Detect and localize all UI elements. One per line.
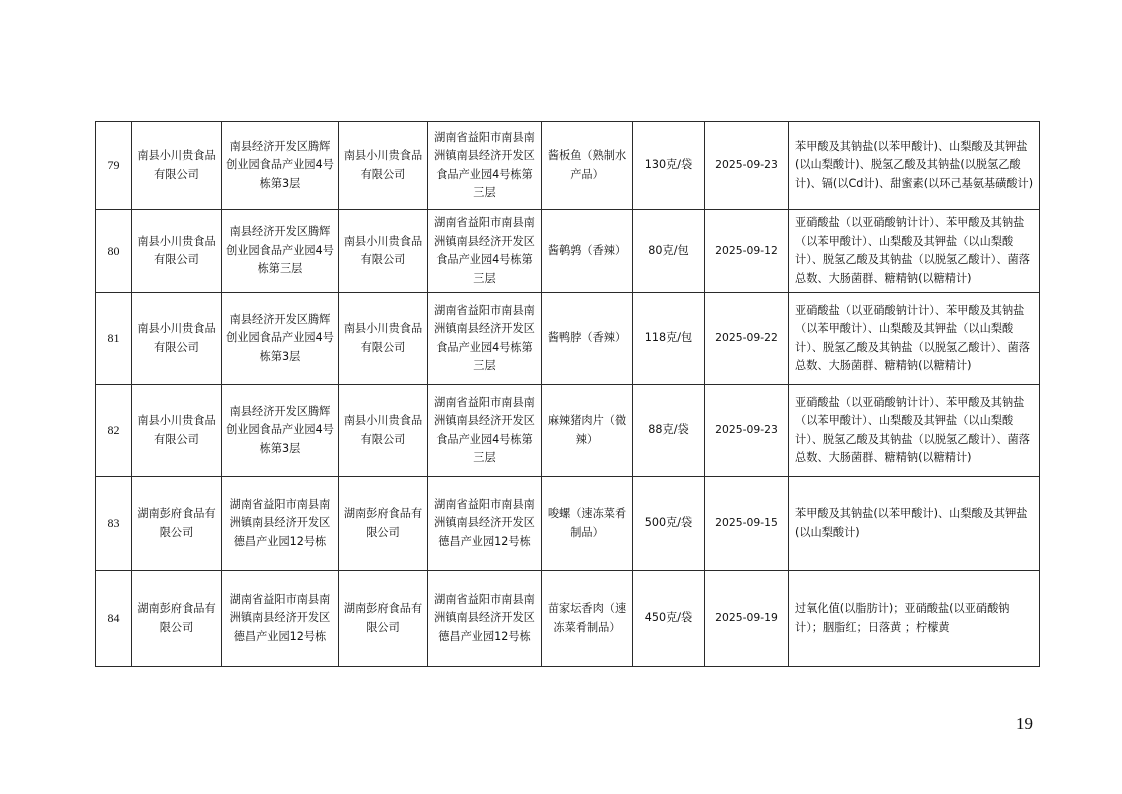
producer-name: 南县小川贵食品有限公司 xyxy=(132,385,222,477)
production-date: 2025-09-15 xyxy=(705,477,789,571)
product-name: 酱鹌鹑（香辣） xyxy=(542,210,633,293)
sampled-unit: 南县小川贵食品有限公司 xyxy=(339,122,428,210)
producer-address: 南县经济开发区腾辉创业园食品产业园4号栋第三层 xyxy=(222,210,339,293)
table-row xyxy=(96,210,1040,293)
row-number: 80 xyxy=(96,210,132,293)
table-row xyxy=(96,293,1040,385)
product-spec: 88克/袋 xyxy=(633,385,705,477)
product-name: 麻辣猪肉片（微辣） xyxy=(542,385,633,477)
inspection-items: 亚硝酸盐（以亚硝酸钠计计）、苯甲酸及其钠盐（以苯甲酸计）、山梨酸及其钾盐（以山梨酸计）、脱氢乙酸及其钠盐（以脱氢乙酸计）、菌落总数、大肠菌群、糖精钠(以糖精计) xyxy=(789,385,1040,477)
producer-address: 湖南省益阳市南县南洲镇南县经济开发区德昌产业园12号栋 xyxy=(222,477,339,571)
product-spec: 80克/包 xyxy=(633,210,705,293)
table-row xyxy=(96,122,1040,210)
producer-name: 湖南彭府食品有限公司 xyxy=(132,477,222,571)
product-spec: 450克/袋 xyxy=(633,571,705,667)
producer-address: 南县经济开发区腾辉创业园食品产业园4号栋第3层 xyxy=(222,385,339,477)
producer-name: 南县小川贵食品有限公司 xyxy=(132,210,222,293)
sampled-address: 湖南省益阳市南县南洲镇南县经济开发区德昌产业园12号栋 xyxy=(428,571,542,667)
production-date: 2025-09-23 xyxy=(705,122,789,210)
inspection-items: 苯甲酸及其钠盐(以苯甲酸计)、山梨酸及其钾盐(以山梨酸计) xyxy=(789,477,1040,571)
row-number: 81 xyxy=(96,293,132,385)
inspection-items: 亚硝酸盐（以亚硝酸钠计计）、苯甲酸及其钠盐（以苯甲酸计）、山梨酸及其钾盐（以山梨酸计）、脱氢乙酸及其钠盐（以脱氢乙酸计）、菌落总数、大肠菌群、糖精钠(以糖精计) xyxy=(789,210,1040,293)
sampled-address: 湖南省益阳市南县南洲镇南县经济开发区食品产业园4号栋第三层 xyxy=(428,122,542,210)
sampled-address: 湖南省益阳市南县南洲镇南县经济开发区食品产业园4号栋第三层 xyxy=(428,210,542,293)
product-spec: 118克/包 xyxy=(633,293,705,385)
product-name: 酱板鱼（熟制水产品） xyxy=(542,122,633,210)
producer-name: 南县小川贵食品有限公司 xyxy=(132,122,222,210)
production-date: 2025-09-19 xyxy=(705,571,789,667)
producer-address: 南县经济开发区腾辉创业园食品产业园4号栋第3层 xyxy=(222,122,339,210)
product-name: 唆螺（速冻菜肴制品） xyxy=(542,477,633,571)
table-row xyxy=(96,477,1040,571)
production-date: 2025-09-23 xyxy=(705,385,789,477)
sampled-address: 湖南省益阳市南县南洲镇南县经济开发区食品产业园4号栋第三层 xyxy=(428,385,542,477)
row-number: 79 xyxy=(96,122,132,210)
producer-address: 湖南省益阳市南县南洲镇南县经济开发区德昌产业园12号栋 xyxy=(222,571,339,667)
sampled-unit: 湖南彭府食品有限公司 xyxy=(339,571,428,667)
inspection-table xyxy=(95,121,1040,667)
sampled-unit: 南县小川贵食品有限公司 xyxy=(339,293,428,385)
row-number: 84 xyxy=(96,571,132,667)
inspection-items: 苯甲酸及其钠盐(以苯甲酸计)、山梨酸及其钾盐(以山梨酸计)、脱氢乙酸及其钠盐(以脱氢乙酸计)、镉(以Cd计)、甜蜜素(以环己基氨基磺酸计) xyxy=(789,122,1040,210)
row-number: 83 xyxy=(96,477,132,571)
sampled-unit: 南县小川贵食品有限公司 xyxy=(339,385,428,477)
production-date: 2025-09-22 xyxy=(705,293,789,385)
production-date: 2025-09-12 xyxy=(705,210,789,293)
product-name: 酱鸭脖（香辣） xyxy=(542,293,633,385)
inspection-items: 亚硝酸盐（以亚硝酸钠计计）、苯甲酸及其钠盐（以苯甲酸计）、山梨酸及其钾盐（以山梨酸计）、脱氢乙酸及其钠盐（以脱氢乙酸计）、菌落总数、大肠菌群、糖精钠(以糖精计) xyxy=(789,293,1040,385)
sampled-address: 湖南省益阳市南县南洲镇南县经济开发区德昌产业园12号栋 xyxy=(428,477,542,571)
sampled-unit: 湖南彭府食品有限公司 xyxy=(339,477,428,571)
product-name: 苗家坛香肉（速冻菜肴制品） xyxy=(542,571,633,667)
product-spec: 500克/袋 xyxy=(633,477,705,571)
producer-name: 湖南彭府食品有限公司 xyxy=(132,571,222,667)
inspection-items: 过氧化值(以脂肪计)；亚硝酸盐(以亚硝酸钠计）；胭脂红；日落黄 ；柠檬黄 xyxy=(789,571,1040,667)
table-row xyxy=(96,571,1040,667)
row-number: 82 xyxy=(96,385,132,477)
page-number: 19 xyxy=(1016,714,1033,733)
table-row xyxy=(96,385,1040,477)
producer-address: 南县经济开发区腾辉创业园食品产业园4号栋第3层 xyxy=(222,293,339,385)
sampled-unit: 南县小川贵食品有限公司 xyxy=(339,210,428,293)
sampled-address: 湖南省益阳市南县南洲镇南县经济开发区食品产业园4号栋第三层 xyxy=(428,293,542,385)
product-spec: 130克/袋 xyxy=(633,122,705,210)
producer-name: 南县小川贵食品有限公司 xyxy=(132,293,222,385)
table-body xyxy=(96,122,1040,667)
